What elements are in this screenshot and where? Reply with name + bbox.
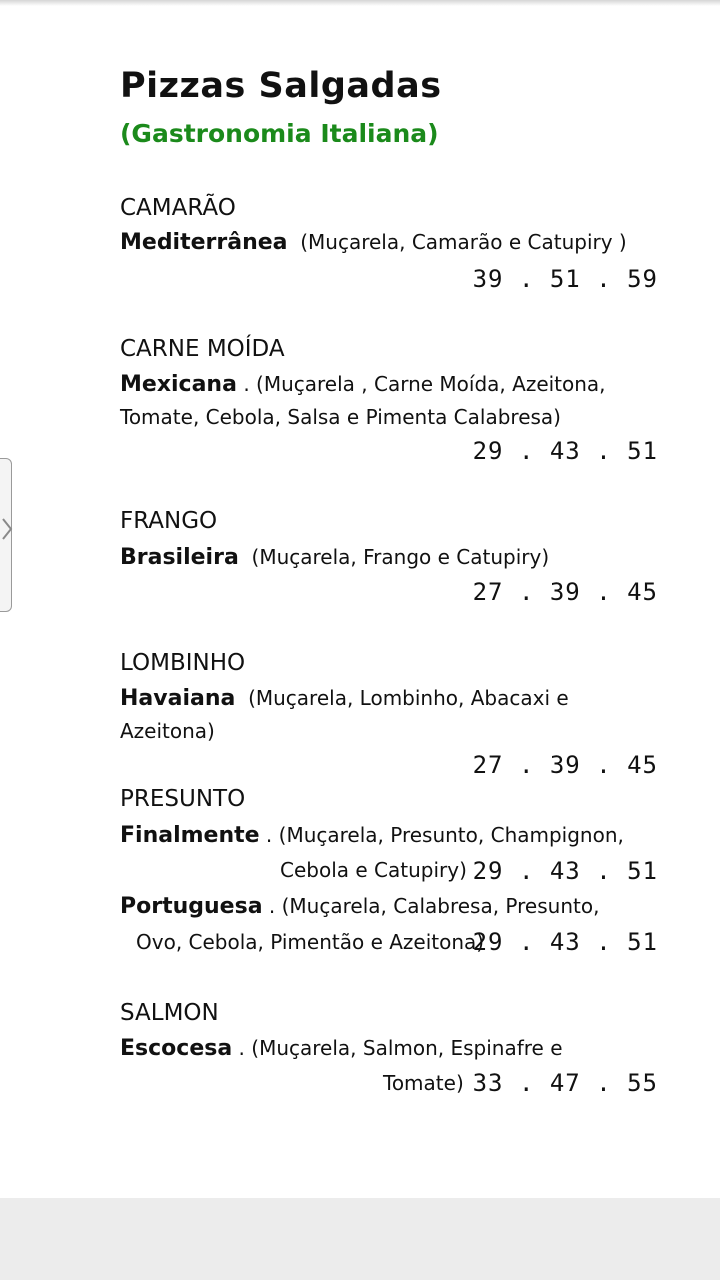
item-price: 27 . 39 . 45 [472, 751, 658, 779]
list-item: Escocesa . (Muçarela, Salmon, Espinafre e [120, 1036, 563, 1061]
item-description: (Muçarela, Frango e Catupiry) [251, 545, 550, 569]
item-price: 29 . 43 . 51 [472, 928, 658, 956]
item-name: Mediterrânea [120, 230, 288, 255]
side-panel-handle[interactable] [0, 458, 12, 612]
item-description-cont: Azeitona) [120, 719, 215, 743]
page-subtitle: (Gastronomia Italiana) [120, 119, 439, 148]
list-item: Mexicana . (Muçarela , Carne Moída, Azeitona, [120, 372, 606, 397]
item-description: (Muçarela, Camarão e Catupiry ) [300, 230, 627, 254]
item-price: 29 . 43 . 51 [472, 857, 658, 885]
item-price: 29 . 43 . 51 [472, 437, 658, 465]
item-name: Escocesa [120, 1036, 233, 1061]
list-item [120, 545, 549, 570]
list-item: Portuguesa . (Muçarela, Calabresa, Presunto, [120, 894, 600, 919]
item-description-cont: Ovo, Cebola, Pimentão e Azeitona) [136, 930, 485, 954]
item-price: 39 . 51 . 59 [472, 265, 658, 293]
item-description: (Muçarela, Lombinho, Abacaxi e [248, 686, 569, 710]
item-description-cont: Tomate, Cebola, Salsa e Pimenta Calabresa) [120, 405, 561, 429]
item-name: Portuguesa [120, 894, 263, 919]
category-lombinho: LOMBINHO [120, 650, 246, 676]
item-description: (Muçarela, Calabresa, Presunto, [281, 894, 600, 918]
category-camarao: CAMARÃO [120, 195, 236, 221]
item-name: Brasileira [120, 545, 239, 570]
item-description: (Muçarela , Carne Moída, Azeitona, [256, 372, 606, 396]
list-item: Finalmente . (Muçarela, Presunto, Champignon, [120, 823, 624, 848]
item-name: Finalmente [120, 823, 260, 848]
category-frango: FRANGO [120, 508, 218, 534]
item-description-cont: Tomate) [383, 1071, 464, 1095]
category-presunto: PRESUNTO [120, 786, 246, 812]
item-price: 27 . 39 . 45 [472, 578, 658, 606]
item-description: (Muçarela, Presunto, Champignon, [278, 823, 624, 847]
category-salmon: SALMON [120, 1000, 219, 1026]
list-item [120, 686, 569, 711]
list-item [120, 230, 627, 255]
chevron-right-icon [1, 517, 13, 541]
item-name: Havaiana [120, 686, 236, 711]
item-description: (Muçarela, Salmon, Espinafre e [251, 1036, 563, 1060]
item-description-cont: Cebola e Catupiry) [280, 858, 467, 882]
category-carne-moida: CARNE MOÍDA [120, 336, 285, 362]
item-name: Mexicana [120, 372, 237, 397]
item-price: 33 . 47 . 55 [472, 1069, 658, 1097]
page-title: Pizzas Salgadas [120, 66, 442, 106]
top-shadow [0, 0, 720, 6]
